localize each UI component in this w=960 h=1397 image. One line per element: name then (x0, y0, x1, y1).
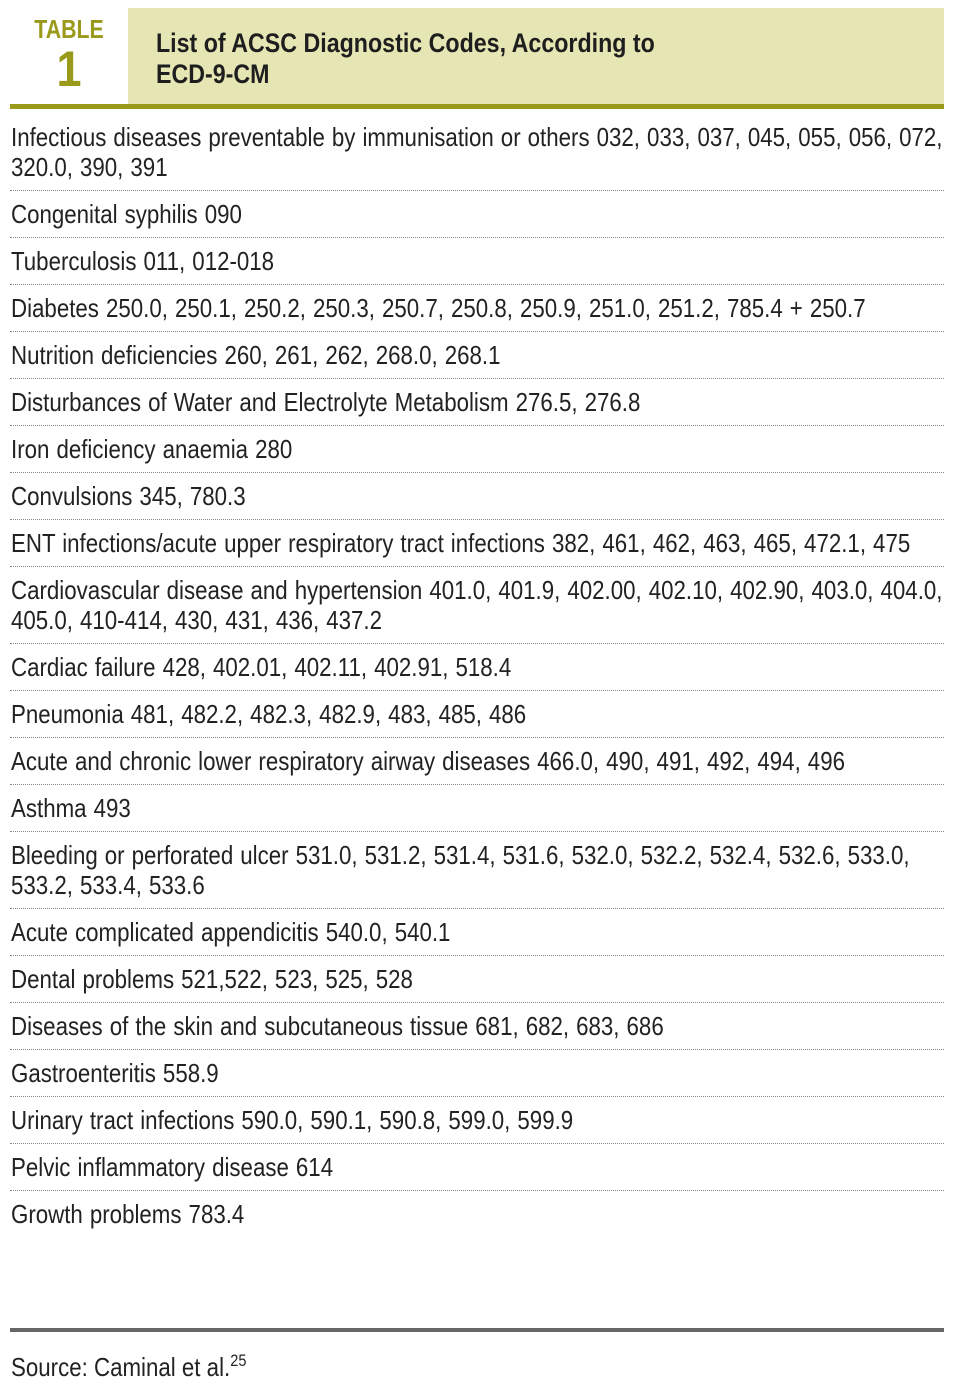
row-text: Asthma 493 (11, 793, 131, 823)
row-text: Pelvic inflammatory disease 614 (11, 1152, 334, 1182)
table-row (10, 691, 944, 738)
table-row (10, 1050, 944, 1097)
table-row (10, 191, 944, 238)
row-text: Convulsions 345, 780.3 (11, 481, 246, 511)
table-row (10, 473, 944, 520)
row-text: Acute and chronic lower respiratory airway diseases 466.0, 490, 491, 492, 494, 496 (11, 746, 845, 776)
table-row (10, 956, 944, 1003)
table-row (10, 379, 944, 426)
source-text: Source: Caminal et al. (11, 1352, 231, 1382)
table-title: List of ACSC Diagnostic Codes, According to ECD-9-CM (156, 28, 655, 89)
table-row (10, 238, 944, 285)
table-row (10, 832, 944, 909)
row-text: Tuberculosis 011, 012-018 (11, 246, 275, 276)
table-row (10, 426, 944, 473)
table-label-number: 1 (56, 41, 82, 97)
source-note (11, 1352, 246, 1382)
row-text: Cardiac failure 428, 402.01, 402.11, 402.91, 518.4 (11, 652, 512, 682)
row-text: Nutrition deficiencies 260, 261, 262, 268.0, 268.1 (11, 340, 501, 370)
table-row (10, 285, 944, 332)
table-row (10, 909, 944, 956)
table-row (10, 1191, 944, 1237)
row-text: Diabetes 250.0, 250.1, 250.2, 250.3, 250.7, 250.8, 250.9, 251.0, 251.2, 785.4 + 250.7 (11, 293, 866, 323)
table-label-word: TABLE (34, 14, 104, 44)
row-text: Infectious diseases preventable by immunisation or others 032, 033, 037, 045, 055, 056, 072, 320.0, 390, 391 (11, 122, 943, 182)
row-text: Urinary tract infections 590.0, 590.1, 590.8, 599.0, 599.9 (11, 1105, 574, 1135)
table-row (10, 332, 944, 379)
table-row (10, 114, 944, 191)
row-text: ENT infections/acute upper respiratory tract infections 382, 461, 462, 463, 465, 472.1, 475 (11, 528, 911, 558)
row-text: Congenital syphilis 090 (11, 199, 242, 229)
row-text: Diseases of the skin and subcutaneous tissue 681, 682, 683, 686 (11, 1011, 664, 1041)
row-text: Acute complicated appendicitis 540.0, 540.1 (11, 917, 451, 947)
table-row (10, 644, 944, 691)
row-text: Dental problems 521,522, 523, 525, 528 (11, 964, 413, 994)
row-text: Gastroenteritis 558.9 (11, 1058, 219, 1088)
row-text: Cardiovascular disease and hypertension 401.0, 401.9, 402.00, 402.10, 402.90, 403.0, 404.0, 405.0, 410-414, 430, 431, 436, 437.2 (11, 575, 943, 635)
row-text: Growth problems 783.4 (11, 1199, 245, 1229)
table-row (10, 1097, 944, 1144)
header-divider (10, 104, 944, 109)
table-row (10, 520, 944, 567)
table-body (10, 114, 944, 1237)
row-text: Bleeding or perforated ulcer 531.0, 531.2, 531.4, 531.6, 532.0, 532.2, 532.4, 532.6, 533.0, 533.2, 533.4, 533.6 (11, 840, 910, 900)
table-row (10, 1144, 944, 1191)
source-reference: 25 (230, 1351, 247, 1370)
table-header (10, 8, 944, 104)
table-label (10, 8, 128, 104)
table-row (10, 738, 944, 785)
table-row (10, 1003, 944, 1050)
row-text: Pneumonia 481, 482.2, 482.3, 482.9, 483, 485, 486 (11, 699, 527, 729)
table-row (10, 785, 944, 832)
row-text: Disturbances of Water and Electrolyte Metabolism 276.5, 276.8 (11, 387, 641, 417)
table-title-box (128, 8, 944, 104)
footer-divider (10, 1328, 944, 1332)
row-text: Iron deficiency anaemia 280 (11, 434, 293, 464)
table-row (10, 567, 944, 644)
